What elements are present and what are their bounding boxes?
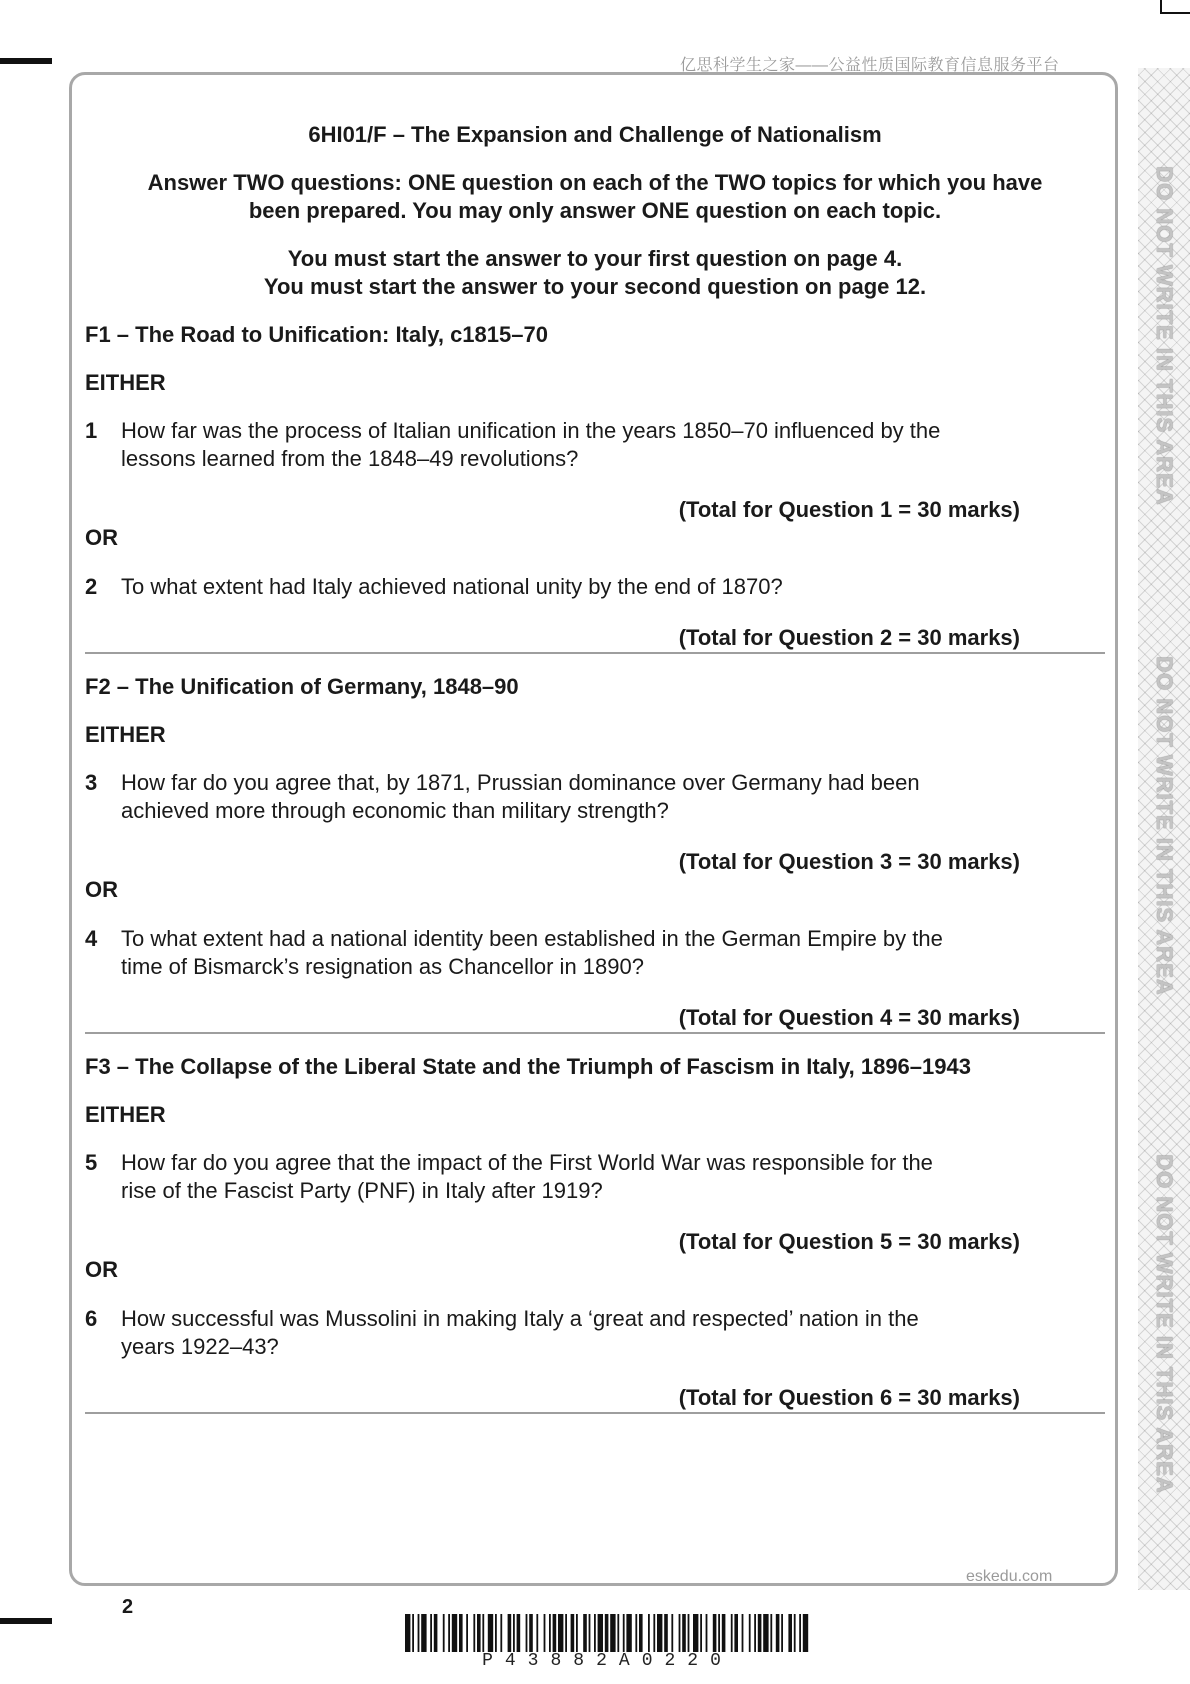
barcode-bar [635, 1614, 637, 1652]
barcode-bar [576, 1614, 578, 1652]
question-text-line: achieved more through economic than military strength? [121, 798, 669, 823]
start-instruction-1: You must start the answer to your first question on page 4. [287, 246, 903, 271]
question-total-marks: (Total for Question 3 = 30 marks) [678, 849, 1020, 874]
question-total-marks: (Total for Question 6 = 30 marks) [678, 1385, 1020, 1410]
question-text-line: To what extent had Italy achieved national unity by the end of 1870? [121, 574, 783, 599]
bottom-watermark: eskedu.com [966, 1568, 1053, 1585]
question-total-marks: (Total for Question 5 = 30 marks) [678, 1229, 1020, 1254]
either-label: EITHER [85, 1102, 166, 1127]
barcode-bar [421, 1614, 426, 1652]
paper-title: 6HI01/F – The Expansion and Challenge of Nationalism [308, 122, 882, 147]
question-number: 5 [85, 1150, 98, 1175]
barcode-bar [713, 1614, 717, 1652]
question-number: 1 [85, 418, 98, 443]
barcode-bar [679, 1614, 681, 1652]
barcode-bar [734, 1614, 738, 1652]
barcode-bar [781, 1614, 783, 1652]
barcode-bar [405, 1614, 410, 1652]
barcode-bar [418, 1614, 420, 1652]
barcode-bar [639, 1614, 643, 1652]
question-number: 2 [85, 574, 98, 599]
barcode-bar [594, 1614, 596, 1652]
do-not-write-label: DO NOT WRITE IN THIS AREA [1152, 166, 1177, 506]
barcode-bar [565, 1614, 567, 1652]
barcode-bar [718, 1614, 720, 1652]
barcode-bar [688, 1614, 690, 1652]
question-text-line: How successful was Mussolini in making Italy a ‘great and respected’ nation in the [121, 1306, 919, 1331]
question-text-line: years 1922–43? [121, 1334, 279, 1359]
either-label: EITHER [85, 722, 166, 747]
barcode-bar [664, 1614, 668, 1652]
section-divider [85, 1032, 1105, 1034]
barcode-bar [558, 1614, 563, 1652]
barcode-bar [758, 1614, 762, 1652]
either-label: EITHER [85, 370, 166, 395]
barcode-bar [529, 1614, 533, 1652]
question-total-marks: (Total for Question 4 = 30 marks) [678, 1005, 1020, 1030]
barcode-bar [443, 1614, 445, 1652]
barcode-bar [657, 1614, 662, 1652]
barcode-bar [605, 1614, 609, 1652]
registration-mark-bottom-left [0, 1618, 52, 1624]
barcode-bar [488, 1614, 493, 1652]
instruction-line-2: been prepared. You may only answer ONE question on each topic. [248, 198, 942, 223]
section-title-f2: F2 – The Unification of Germany, 1848–90 [85, 674, 519, 699]
barcode-bar [722, 1614, 726, 1652]
barcode-bar [648, 1614, 650, 1652]
start-instruction-2: You must start the answer to your second question on page 12. [263, 274, 927, 299]
question-text-line: lessons learned from the 1848–49 revolutions? [121, 446, 579, 471]
barcode-bar [776, 1614, 780, 1652]
barcode-bar [706, 1614, 708, 1652]
barcode-bar [623, 1614, 625, 1652]
barcode-bar [448, 1614, 450, 1652]
barcode-bar [536, 1614, 538, 1652]
barcode-bar [430, 1614, 432, 1652]
question-number: 4 [85, 926, 98, 951]
barcode-bar [517, 1614, 521, 1652]
barcode-bar [459, 1614, 463, 1652]
barcode-bar [682, 1614, 686, 1652]
barcode-bar [617, 1614, 619, 1652]
barcode-bar [412, 1614, 414, 1652]
barcode-bar [788, 1614, 792, 1652]
top-watermark: 亿思科学生之家——公益性质国际教育信息服务平台 [680, 57, 1060, 74]
question-text-line: rise of the Fascist Party (PNF) in Italy after 1919? [121, 1178, 603, 1203]
do-not-write-label: DO NOT WRITE IN THIS AREA [1152, 1154, 1177, 1494]
section-divider [85, 652, 1105, 654]
barcode-bar [583, 1614, 587, 1652]
question-text-line: How far do you agree that, by 1871, Prussian dominance over Germany had been [121, 770, 920, 795]
barcode-bar [477, 1614, 481, 1652]
barcode-bar [495, 1614, 497, 1652]
barcode-bar [754, 1614, 756, 1652]
barcode-bar [544, 1614, 546, 1652]
barcode-bar [508, 1614, 512, 1652]
barcode-bar [610, 1614, 615, 1652]
barcode-bar [434, 1614, 438, 1652]
barcode-bar [700, 1614, 702, 1652]
barcode-bar [693, 1614, 698, 1652]
question-text-line: To what extent had a national identity been established in the German Empire by the [121, 926, 943, 951]
or-label: OR [85, 1257, 118, 1282]
question-total-marks: (Total for Question 2 = 30 marks) [678, 625, 1020, 650]
barcode-bar [803, 1614, 808, 1652]
barcode-bar [763, 1614, 768, 1652]
barcode-bar [571, 1614, 575, 1652]
barcode-bar [799, 1614, 801, 1652]
barcode-bar [466, 1614, 468, 1652]
registration-mark-top-right-h [1160, 12, 1190, 14]
barcode-bar [589, 1614, 591, 1652]
section-title-f1: F1 – The Road to Unification: Italy, c1815–70 [85, 322, 548, 347]
barcode-bar [500, 1614, 502, 1652]
barcode-bar [452, 1614, 457, 1652]
section-divider [85, 1412, 1105, 1414]
barcode-bar [549, 1614, 551, 1652]
barcode-bar [553, 1614, 557, 1652]
barcode-bar [598, 1614, 603, 1652]
page-number: 2 [122, 1596, 134, 1618]
instruction-line-1: Answer TWO questions: ONE question on each of the TWO topics for which you have [147, 170, 1043, 195]
barcode-number: P43882A0220 [482, 1651, 733, 1671]
question-text-line: time of Bismarck’s resignation as Chancellor in 1890? [121, 954, 644, 979]
barcode-bar [749, 1614, 751, 1652]
or-label: OR [85, 877, 118, 902]
barcode-bar [671, 1614, 673, 1652]
question-number: 3 [85, 770, 98, 795]
barcode-bar [742, 1614, 744, 1652]
barcode-bar [473, 1614, 475, 1652]
question-text-line: How far do you agree that the impact of the First World War was responsible for the [121, 1150, 933, 1175]
barcode-bar [526, 1614, 528, 1652]
or-label: OR [85, 525, 118, 550]
question-total-marks: (Total for Question 1 = 30 marks) [678, 497, 1020, 522]
question-number: 6 [85, 1306, 98, 1331]
barcode-bar [770, 1614, 772, 1652]
do-not-write-label: DO NOT WRITE IN THIS AREA [1152, 656, 1177, 996]
barcode [405, 1614, 810, 1652]
barcode-bar [482, 1614, 484, 1652]
question-text-line: How far was the process of Italian unification in the years 1850–70 influenced by the [121, 418, 941, 443]
barcode-bar [794, 1614, 796, 1652]
barcode-bar [513, 1614, 515, 1652]
barcode-bar [626, 1614, 631, 1652]
registration-mark-top-left [0, 58, 52, 64]
section-title-f3: F3 – The Collapse of the Liberal State and the Triumph of Fascism in Italy, 1896–1943 [85, 1054, 971, 1079]
barcode-bar [653, 1614, 655, 1652]
barcode-bar [731, 1614, 733, 1652]
